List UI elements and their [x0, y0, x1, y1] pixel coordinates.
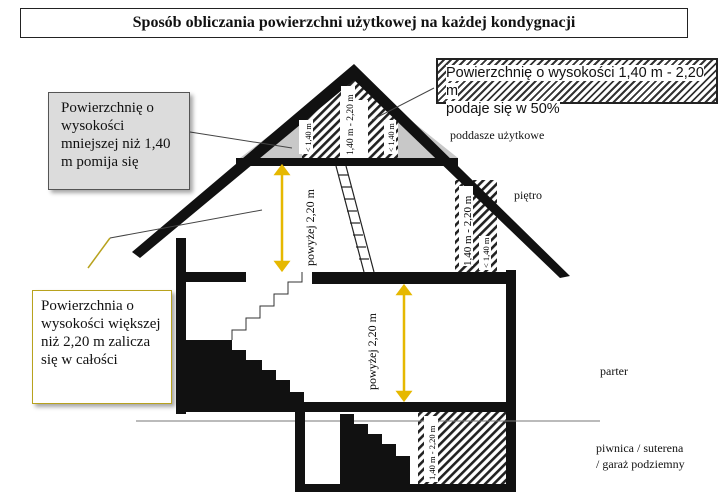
note-half-area [436, 58, 718, 117]
attic-floor-slab [236, 158, 458, 166]
label-basement [596, 440, 685, 472]
arrow-ground [398, 286, 410, 400]
ground-slab [176, 402, 516, 412]
ground-left-slab [186, 272, 246, 282]
label-floor: piętro [514, 188, 542, 202]
right-wall [506, 270, 516, 490]
ground-stairs [186, 340, 304, 402]
leader-yellow [88, 238, 110, 268]
dim-attic-mid: 1,40 m - 2,20 m [346, 94, 356, 155]
basement-floor [295, 484, 516, 492]
dim-ground-above: powyżej 2,20 m [365, 313, 379, 390]
dim-attic-right: < 1,40 m [387, 123, 396, 152]
basement-wall-left [295, 412, 305, 490]
upper-stairs [232, 272, 302, 340]
basement-stairs [340, 414, 410, 484]
note-half-area-line2: podaje się w 50% [446, 101, 560, 117]
dim-floor-above: powyżej 2,20 m [303, 189, 317, 266]
dim-basement-range: 1,40 m - 2,20 m [427, 425, 437, 480]
dim-attic-left: < 1,40 m [304, 123, 313, 152]
note-half-area-line1: Powierzchnię o wysokości 1,40 m - 2,20 m [446, 65, 704, 99]
note-excluded-area: Powierzchnię o wysokości mniejszej niż 1,40 m pomija się [48, 92, 190, 190]
diagram-title: Sposób obliczania powierzchni użytkowej na każdej kondygnacji [20, 8, 688, 38]
label-basement-line1: piwnica / suterena [596, 441, 684, 455]
label-attic: poddasze użytkowe [450, 128, 545, 142]
dim-floor-range: 1,40 m - 2,20 m [462, 195, 474, 266]
left-wall [176, 238, 186, 414]
label-ground: parter [600, 364, 628, 378]
label-basement-line2: / garaż podziemny [596, 457, 685, 471]
note-full-area: Powierzchnia o wysokości większej niż 2,20 m zalicza się w całości [32, 290, 172, 404]
dim-floor-lt140: < 1,40 m [481, 237, 491, 268]
attic-ladder [336, 166, 374, 272]
floor-slab [312, 272, 516, 284]
arrow-floor [276, 166, 288, 270]
